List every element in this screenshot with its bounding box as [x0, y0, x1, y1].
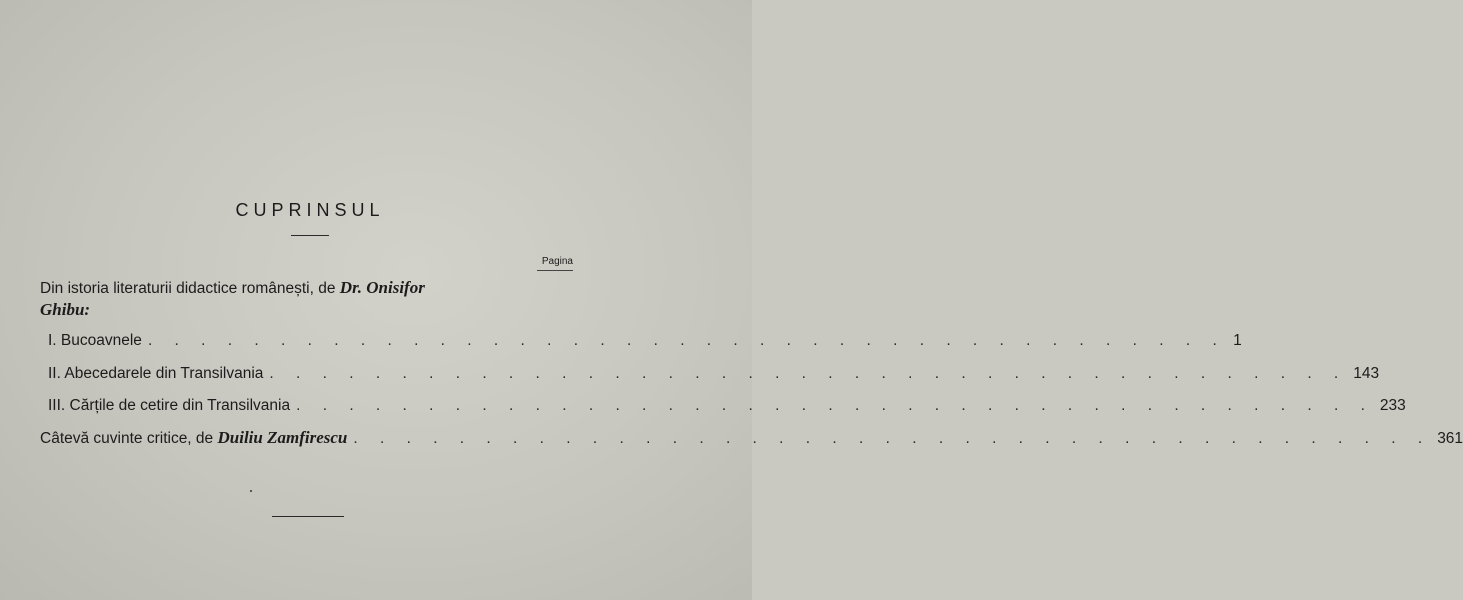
entry-page-number: 233: [1379, 397, 1406, 414]
toc-intro-author: Dr. Onisifor: [339, 278, 425, 297]
toc-intro-author-cont: Ghibu:: [40, 300, 91, 319]
page-column-header: Pagina: [541, 256, 573, 267]
toc-entry-cartile-de-cetire[interactable]: [40, 397, 1406, 417]
entry-page-number: 1: [1233, 332, 1242, 349]
page-column-underline: [537, 270, 573, 271]
toc-entry-abecedarele[interactable]: [40, 365, 1380, 385]
dot-leader: . . . . . . . . . . . . . . . . . . . . . . . . . . . . . . . . . . . . . . . . .: [269, 365, 1348, 382]
toc-intro-line-1: [40, 278, 425, 299]
entry-text: Câtevă cuvinte critice, de: [40, 430, 218, 447]
title-divider: [291, 235, 329, 236]
toc-entry-catevai-cuvinte[interactable]: [40, 428, 1463, 448]
entry-label: II. Abecedarele din Transilvania: [48, 365, 264, 382]
dot-leader: . . . . . . . . . . . . . . . . . . . . . . . . . . . . . . . . . . . . . . . . .: [296, 397, 1374, 414]
toc-title: CUPRINSUL: [235, 200, 385, 220]
closing-divider: [272, 516, 344, 517]
entry-author: Duiliu Zamfirescu: [217, 428, 348, 447]
dot-leader: . . . . . . . . . . . . . . . . . . . . . . . . . . . . . . . . . . . . . . . . .: [147, 332, 1226, 349]
entry-page-number: 361: [1437, 430, 1463, 447]
entry-label: [40, 428, 347, 448]
paper-speck: [250, 490, 252, 492]
toc-intro-line-2: [40, 300, 90, 321]
entry-page-number: 143: [1353, 365, 1380, 382]
entry-label: III. Cărțile de cetire din Transilvania: [48, 397, 291, 414]
toc-entry-bucoavnele[interactable]: [40, 332, 1242, 352]
dot-leader: . . . . . . . . . . . . . . . . . . . . . . . . . . . . . . . . . . . . . . . . .: [353, 430, 1432, 447]
entry-label: I. Bucoavnele: [48, 332, 142, 349]
toc-intro-text: Din istoria literaturii didactice românești, de: [40, 280, 340, 297]
